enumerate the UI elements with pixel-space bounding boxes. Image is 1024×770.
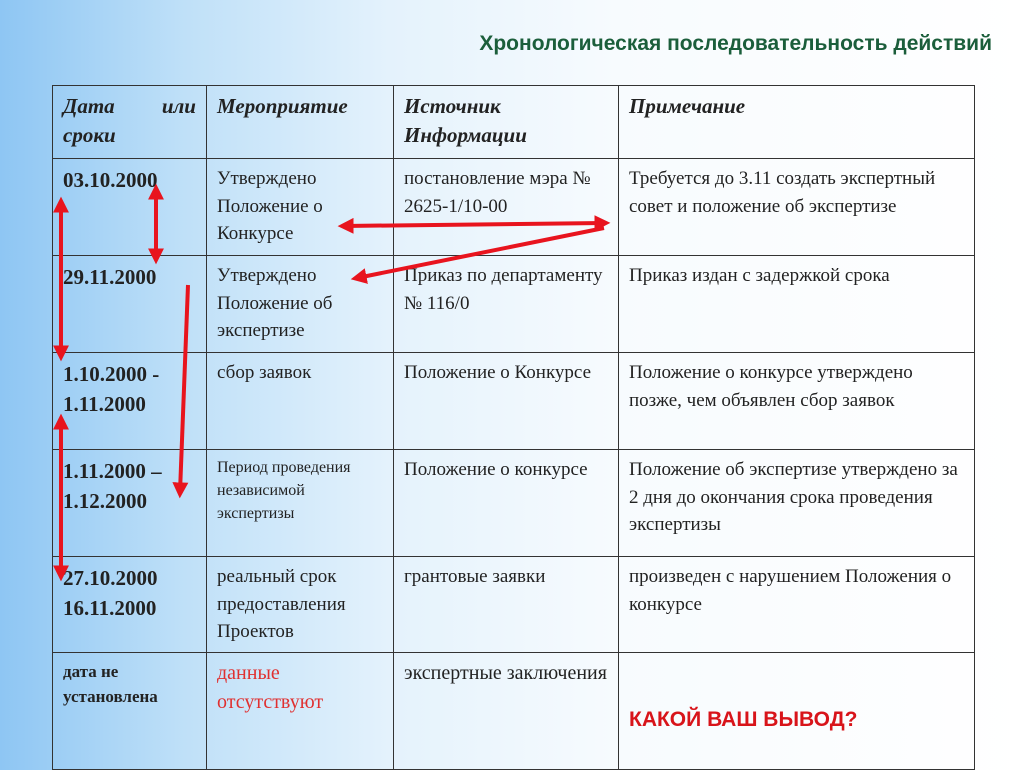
table-row <box>53 450 975 557</box>
cell-event: Период проведения независимой экспертизы <box>207 450 394 557</box>
header-date: Дата или сроки <box>53 86 207 159</box>
cell-date: 1.11.2000 – 1.12.2000 <box>53 450 207 557</box>
table-row <box>53 557 975 653</box>
header-source: Источник Информации <box>394 86 619 159</box>
header-event: Мероприятие <box>207 86 394 159</box>
cell-note: Требуется до 3.11 создать экспертный совет и положение об экспертизе <box>619 159 975 256</box>
cell-source: постановление мэра № 2625-1/10-00 <box>394 159 619 256</box>
cell-source: грантовые заявки <box>394 557 619 653</box>
cell-event: сбор заявок <box>207 353 394 450</box>
cell-event-missing: данные отсутствуют <box>207 652 394 769</box>
cell-date: 03.10.2000 <box>53 159 207 256</box>
table-row <box>53 652 975 769</box>
cell-date: дата не установлена <box>53 652 207 769</box>
cell-source: Приказ по департаменту № 116/0 <box>394 256 619 353</box>
cell-event: Утверждено Положение о Конкурсе <box>207 159 394 256</box>
header-note: Примечание <box>619 86 975 159</box>
table-row <box>53 159 975 256</box>
cell-event: Утверждено Положение об экспертизе <box>207 256 394 353</box>
cell-event: реальный срок предоставления Проектов <box>207 557 394 653</box>
header-row <box>53 86 975 159</box>
cell-source: экспертные заключения <box>394 652 619 769</box>
table-row <box>53 353 975 450</box>
slide-title: Хронологическая последовательность действий <box>479 32 992 55</box>
cell-conclusion <box>619 652 975 769</box>
cell-source: Положение о конкурсе <box>394 450 619 557</box>
table-row <box>53 256 975 353</box>
conclusion-question: КАКОЙ ВАШ ВЫВОД? <box>629 708 858 732</box>
cell-note: Положение об экспертизе утверждено за 2 дня до окончания срока проведения экспертизы <box>619 450 975 557</box>
chronology-table <box>52 85 975 770</box>
cell-note: Приказ издан с задержкой срока <box>619 256 975 353</box>
cell-source: Положение о Конкурсе <box>394 353 619 450</box>
cell-date: 29.11.2000 <box>53 256 207 353</box>
cell-note: произведен с нарушением Положения о конкурсе <box>619 557 975 653</box>
cell-date: 27.10.2000 16.11.2000 <box>53 557 207 653</box>
cell-date: 1.10.2000 - 1.11.2000 <box>53 353 207 450</box>
cell-note: Положение о конкурсе утверждено позже, чем объявлен сбор заявок <box>619 353 975 450</box>
